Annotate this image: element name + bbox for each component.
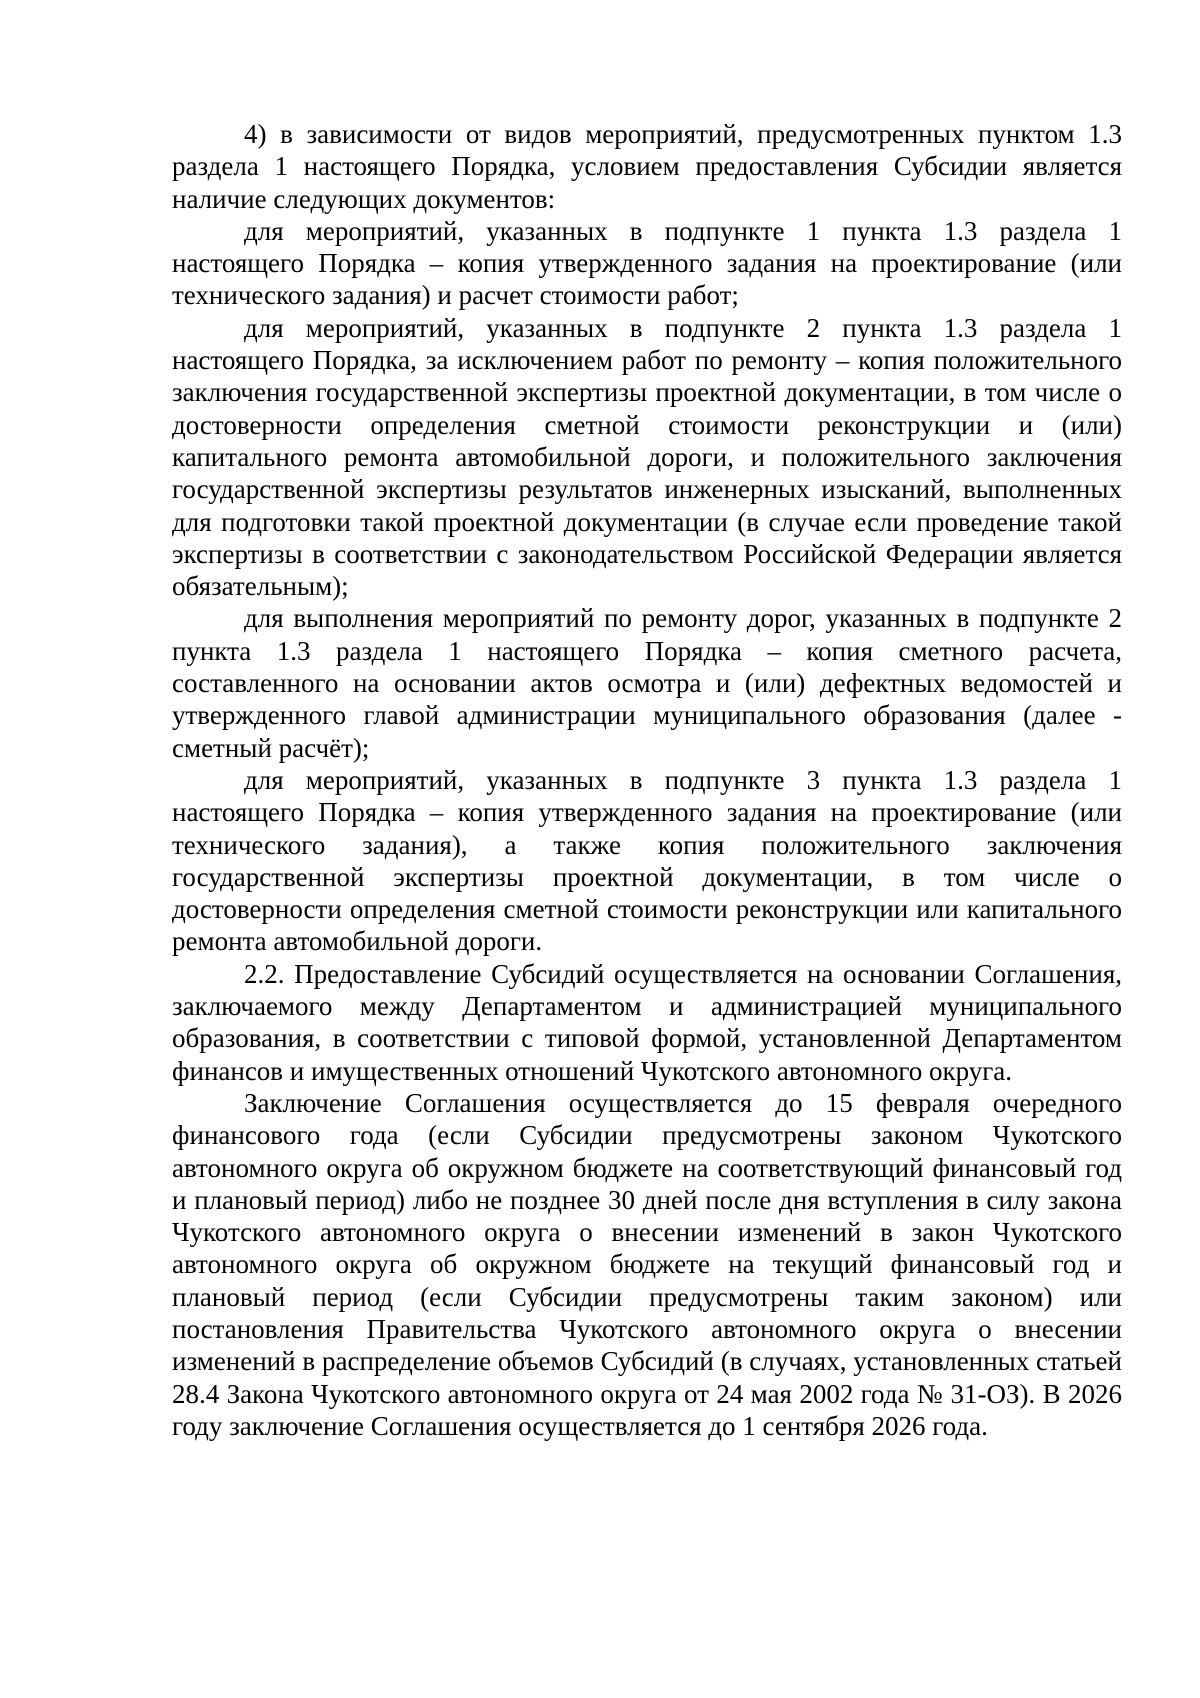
- paragraph-subitem-1: для мероприятий, указанных в подпункте 1 пункта 1.3 раздела 1 настоящего Порядка – копия утвержденного задания на проектирование (или технического задания) и расчет стоимости работ;: [172, 215, 1122, 311]
- paragraph-section-2-2: 2.2. Предоставление Субсидий осуществляется на основании Соглашения, заключаемого между Департаментом и администрацией муниципального образования, в соответствии с типовой формой, установленной Департаментом финансов и имущественных отношений Чукотского автономного округа.: [172, 958, 1122, 1086]
- document-body: [172, 118, 1122, 1442]
- paragraph-road-repair: для выполнения мероприятий по ремонту дорог, указанных в подпункте 2 пункта 1.3 раздела 1 настоящего Порядка – копия сметного расчета, составленного на основании актов осмотра и (или) дефектных ведомостей и утвержденного главой администрации муниципального образования (далее - сметный расчёт);: [172, 603, 1122, 763]
- paragraph-subitem-3: для мероприятий, указанных в подпункте 3 пункта 1.3 раздела 1 настоящего Порядка – копия утвержденного задания на проектирование (или технического задания), а также копия положительного заключения государственной экспертизы проектной документации, в том числе о достоверности определения сметной стоимости реконструкции или капитального ремонта автомобильной дороги.: [172, 764, 1122, 957]
- paragraph-agreement-conclusion: Заключение Соглашения осуществляется до 15 февраля очередного финансового года (если Субсидии предусмотрены законом Чукотского автономного округа об окружном бюджете на соответствующий финансовый год и плановый период) либо не позднее 30 дней после дня вступления в силу закона Чукотского автономного округа о внесении изменений в закон Чукотского автономного округа об окружном бюджете на текущий финансовый год и плановый период (если Субсидии предусмотрены таким законом) или постановления Правительства Чукотского автономного округа о внесении изменений в распределение объемов Субсидий (в случаях, установленных статьей 28.4 Закона Чукотского автономного округа от 24 мая 2002 года № 31-ОЗ). В 2026 году заключение Соглашения осуществляется до 1 сентября 2026 года.: [172, 1087, 1122, 1441]
- paragraph-item-4-condition: 4) в зависимости от видов мероприятий, предусмотренных пунктом 1.3 раздела 1 настоящего Порядка, условием предоставления Субсидии является наличие следующих документов:: [172, 119, 1122, 214]
- paragraph-subitem-2: для мероприятий, указанных в подпункте 2 пункта 1.3 раздела 1 настоящего Порядка, за исключением работ по ремонту – копия положительного заключения государственной экспертизы проектной документации, в том числе о достоверности определения сметной стоимости реконструкции и (или) капитального ремонта автомобильной дороги, и положительного заключения государственной экспертизы результатов инженерных изысканий, выполненных для подготовки такой проектной документации (в случае если проведение такой экспертизы в соответствии с законодательством Российской Федерации является обязательным);: [172, 312, 1122, 602]
